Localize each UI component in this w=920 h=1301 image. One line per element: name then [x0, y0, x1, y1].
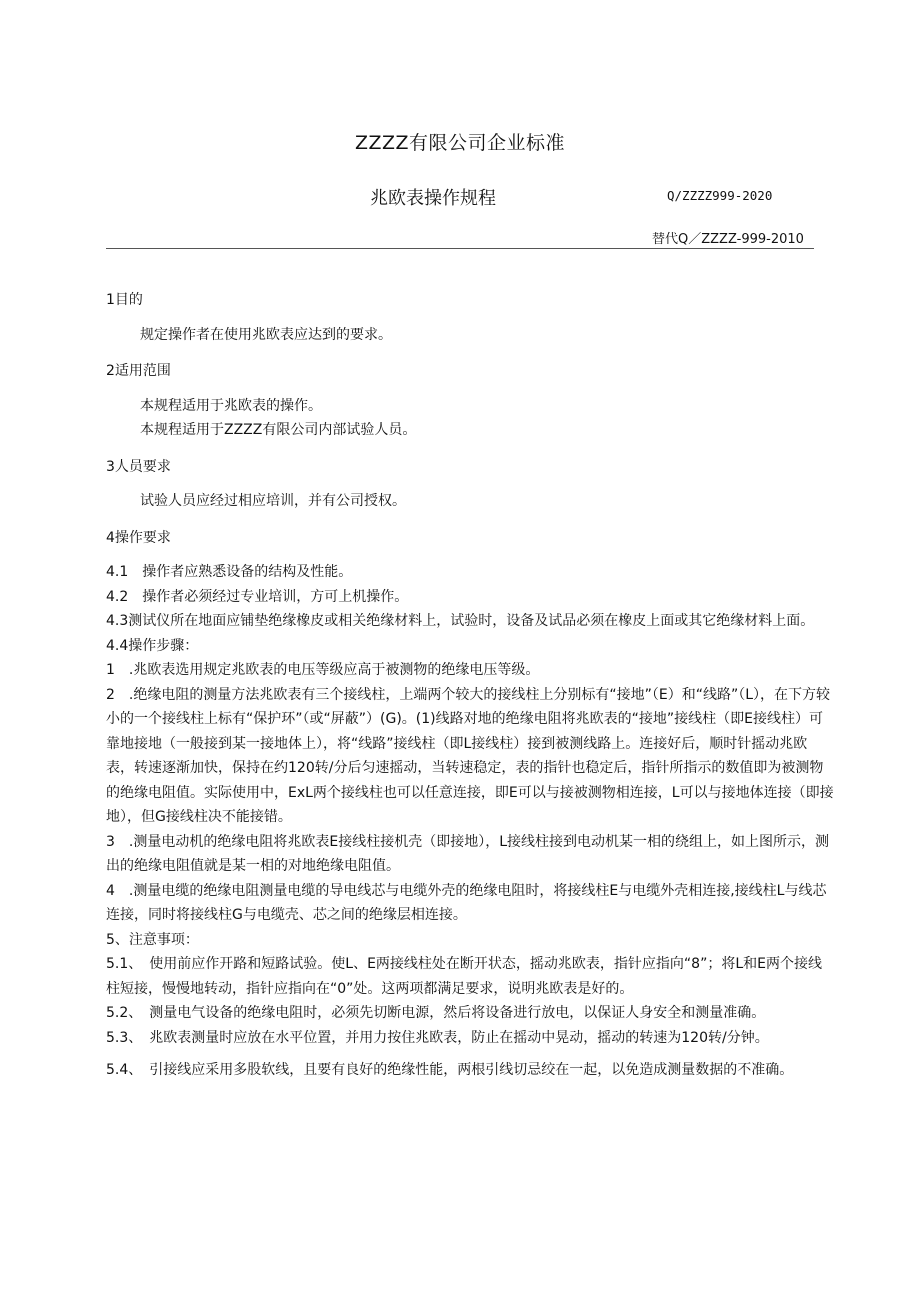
item-5-1: 5.1、 使用前应作开路和短路试验。使L、E两接线柱处在断开状态，摇动兆欧表，指针应指向“8”；将L和E两个接线柱短接，慢慢地转动，指针应指向在“0”处。这两项都满足要求，说明兆欧表是好的。: [106, 956, 822, 997]
document-body: [106, 288, 834, 1083]
step-1: 1 .兆欧表选用规定兆欧表的电压等级应高于被测物的绝缘电压等级。: [106, 662, 540, 678]
section-2-paragraph-1: 本规程适用于兆欧表的操作。: [140, 397, 322, 414]
item-4-3: 4.3测试仪所在地面应铺垫绝缘橡皮或相关绝缘材料上，试验时，设备及试品必须在橡皮上面或其它绝缘材料上面。: [106, 613, 815, 629]
section-2-paragraph-2: 本规程适用于ZZZZ有限公司内部试验人员。: [140, 422, 417, 438]
item-4-1: 4.1 操作者应熟悉设备的结构及性能。: [106, 564, 353, 580]
document-code: Q/ZZZZ999-2020: [667, 188, 773, 203]
item-4-2: 4.2 操作者必须经过专业培训，方可上机操作。: [106, 588, 409, 605]
item-5-2: 5.2、 测量电气设备的绝缘电阻时，必须先切断电源，然后将设备进行放电，以保证人身安全和测量准确。: [106, 1005, 766, 1021]
company-standard-title: ZZZZ有限公司企业标准: [354, 132, 566, 154]
item-4-4: 4.4操作步骤：: [106, 637, 199, 654]
section-3-heading: 3人员要求: [106, 458, 171, 475]
item-5-3: 5.3、 兆欧表测量时应放在水平位置，并用力按住兆欧表，防止在摇动中晃动，摇动的转速为120转/分钟。: [106, 1029, 769, 1046]
section-3-paragraph: 试验人员应经过相应培训，并有公司授权。: [140, 493, 406, 509]
step-2: 2 .绝缘电阻的测量方法兆欧表有三个接线柱，上端两个较大的接线柱上分别标有“接地”（E）和“线路”（L），在下方较小的一个接线柱上标有“保护环”（或“屏蔽”）(G)。(1)线路对地的绝缘电阻将兆欧表的“接地”接线柱（即E接线柱）可靠地接地（一般接到某一接地体上），将“线路”接线柱（即L接线柱）接到被测线路上。连接好后，顺时针摇动兆欧表，转速逐渐加快，保持在约120转/分后匀速摇动，当转速稳定，表的指针也稳定后，指针所指示的数值即为被测物的绝缘电阻值。实际使用中，ExL两个接线柱也可以任意连接，即E可以与接被测物相连接，L可以与接地体连接（即接地），但G接线柱决不能接错。: [106, 686, 834, 825]
document-title: 兆欧表操作规程: [370, 188, 496, 209]
section-2-heading: 2适用范围: [106, 363, 171, 379]
replaces-code: 替代Q／ZZZZ-999-2010: [652, 232, 804, 247]
section-1-heading: 1目的: [106, 292, 143, 308]
item-5-4: 5.4、 引接线应采用多股软线，且要有良好的绝缘性能，两根引线切忌绞在一起，以免造成测量数据的不准确。: [106, 1062, 794, 1078]
header-divider: [106, 248, 814, 249]
section-5-heading: 5、注意事项：: [106, 931, 199, 948]
step-3: 3 .测量电动机的绝缘电阻将兆欧表E接线柱接机壳（即接地），L接线柱接到电动机某一相的绕组上，如上图所示，测出的绝缘电阻值就是某一相的对地绝缘电阻值。: [106, 833, 829, 874]
step-4: 4 .测量电缆的绝缘电阻测量电缆的导电线芯与电缆外壳的绝缘电阻时，将接线柱E与电缆外壳相连接,接线柱L与线芯连接，同时将接线柱G与电缆壳、芯之间的绝缘层相连接。: [106, 882, 827, 923]
section-4-heading: 4操作要求: [106, 529, 171, 546]
section-1-paragraph: 规定操作者在使用兆欧表应达到的要求。: [140, 326, 392, 343]
